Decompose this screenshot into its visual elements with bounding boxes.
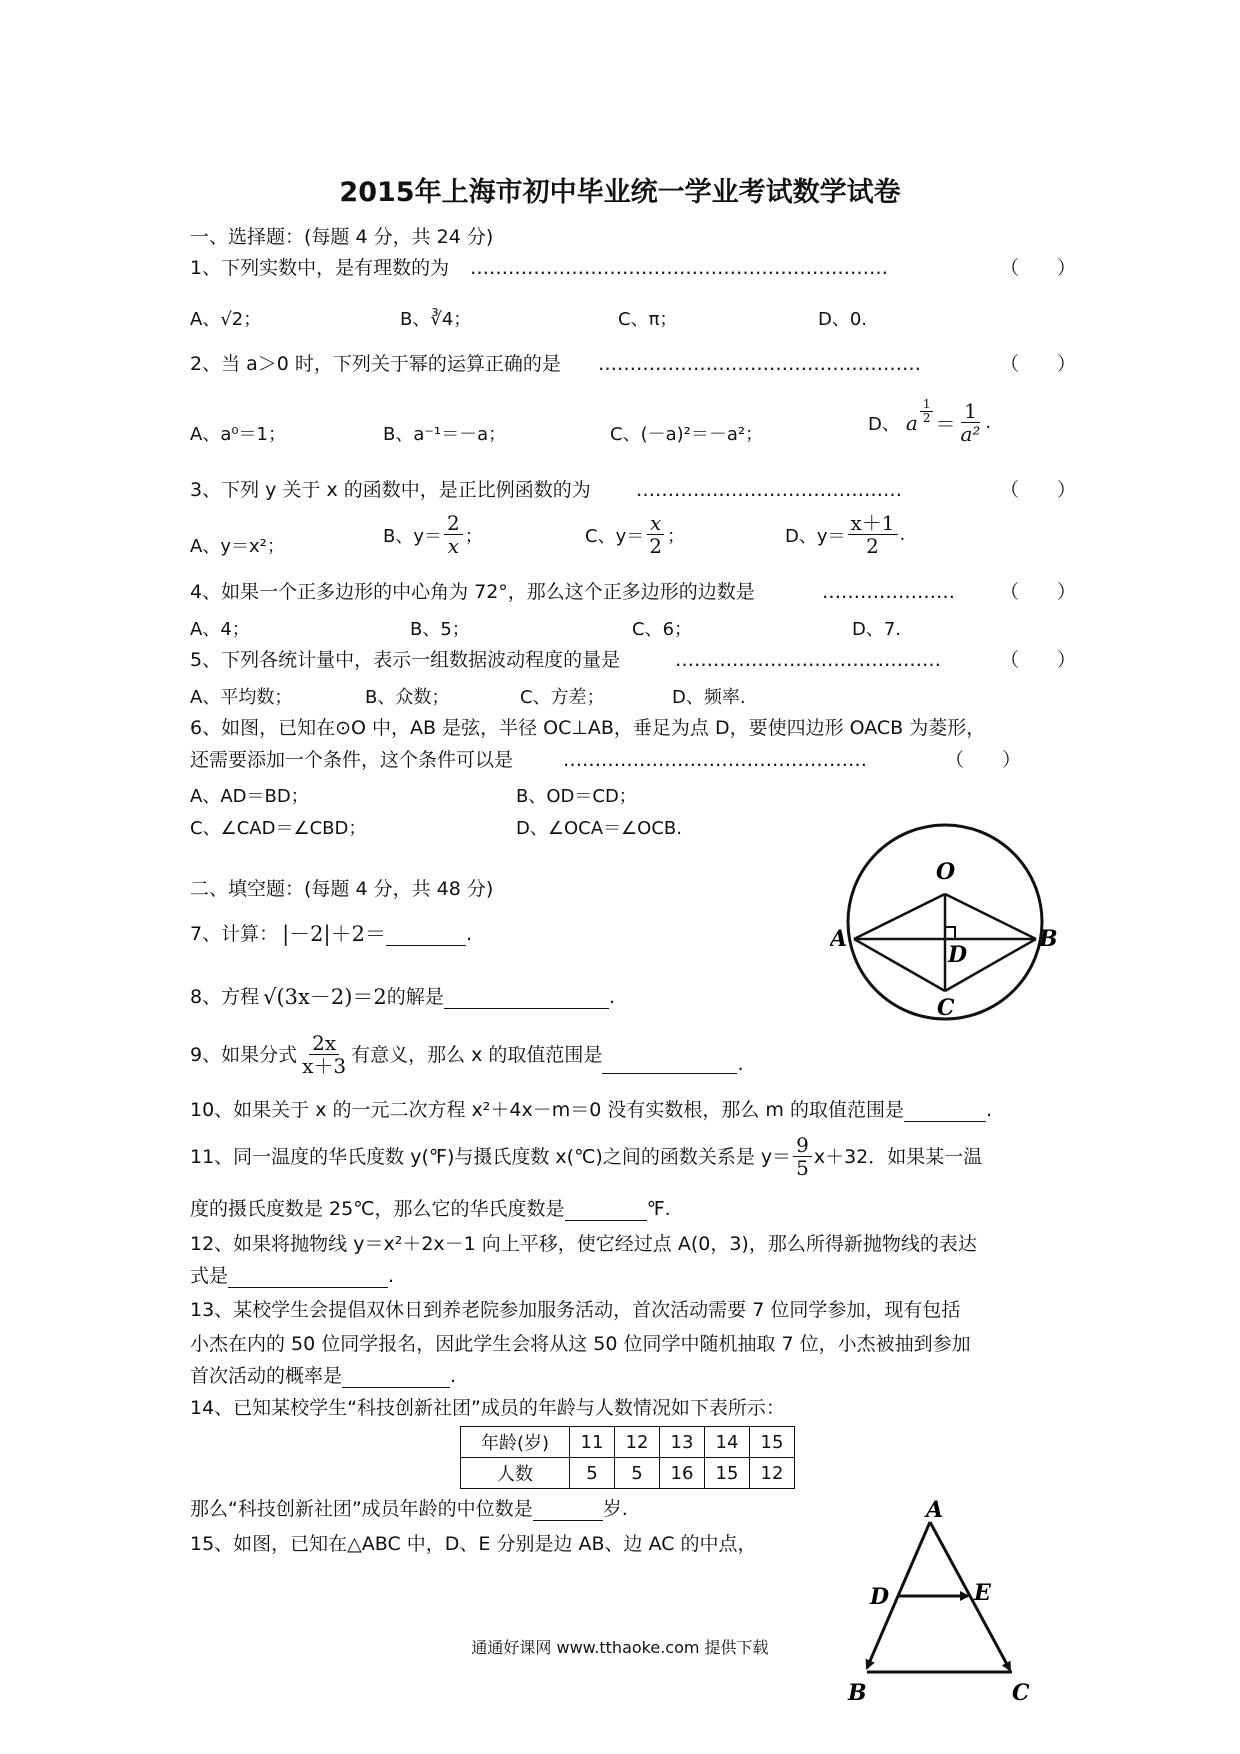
q3-d-end: . xyxy=(899,524,906,545)
age-cell: 15 xyxy=(750,1427,795,1458)
q13-answer-blank xyxy=(342,1367,450,1388)
q11-den: 5 xyxy=(796,1156,809,1180)
label-a: A xyxy=(926,1500,944,1523)
age-header: 年龄(岁) xyxy=(461,1427,570,1458)
q10-answer-blank xyxy=(904,1101,986,1122)
label-b: B xyxy=(848,1680,867,1706)
q14-line2-text: 那么“科技创新社团”成员年龄的中位数是 xyxy=(190,1498,533,1520)
footer-text: 通通好课网 www.tthaoke.com 提供下载 xyxy=(471,1638,769,1657)
q1-option-a: A、√2； xyxy=(190,309,262,330)
q9-end: . xyxy=(737,1052,744,1075)
triangle-figure xyxy=(840,1500,1070,1710)
question-2-dots: …………………………………………… xyxy=(598,353,921,375)
question-1-dots: ………………………………………………………… xyxy=(470,257,888,279)
count-cell: 16 xyxy=(660,1458,705,1489)
label-d: D xyxy=(870,1584,890,1610)
q9-den: x＋3 xyxy=(302,1054,347,1078)
label-b: B xyxy=(1039,926,1058,952)
q2-option-c: C、(－a)²＝－a²； xyxy=(610,424,764,445)
q11-fraction xyxy=(793,1134,812,1179)
q2-option-b: B、a⁻¹＝－a； xyxy=(383,424,507,445)
q2-d-prefix: D、 xyxy=(868,413,900,435)
label-o: O xyxy=(936,859,956,885)
q3-c-fraction xyxy=(646,512,665,557)
q14-answer-blank xyxy=(533,1500,603,1521)
label-e: E xyxy=(974,1580,991,1606)
q10-text: 10、如果关于 x 的一元二次方程 x²＋4x－m＝0 没有实数根，那么 m 的取值范围是 xyxy=(190,1099,904,1121)
question-4-stem: 4、如果一个正多边形的中心角为 72°，那么这个正多边形的边数是 xyxy=(190,581,755,603)
segment-oa xyxy=(854,894,945,939)
q3-c-prefix: C、y＝ xyxy=(585,525,645,547)
circle-figure xyxy=(830,822,1080,1022)
page-title: 2015年上海市初中毕业统一学业考试数学试卷 xyxy=(339,177,901,208)
q6-option-a: A、AD＝BD； xyxy=(190,786,309,807)
count-cell: 12 xyxy=(750,1458,795,1489)
q3-b-num: 2 xyxy=(444,512,463,535)
q11-line2-text: 度的摄氏度数是 25℃，那么它的华氏度数是 xyxy=(190,1198,565,1220)
question-7 xyxy=(190,922,472,946)
right-angle-mark xyxy=(945,927,955,939)
question-6-line1: 6、如图，已知在⊙O 中，AB 是弦，半径 OC⊥AB，垂足为点 D，要使四边形 OACB 为菱形， xyxy=(190,717,986,739)
q3-d-den: 2 xyxy=(866,534,879,558)
q3-b-den: x xyxy=(447,534,460,558)
q2-option-a: A、a⁰＝1； xyxy=(190,424,287,445)
question-10 xyxy=(190,1098,992,1122)
q12-answer-blank xyxy=(228,1267,388,1288)
question-14-line2 xyxy=(190,1497,628,1521)
q8-end: . xyxy=(608,986,615,1008)
q5-option-a: A、平均数； xyxy=(190,687,293,708)
question-5-stem: 5、下列各统计量中，表示一组数据波动程度的量是 xyxy=(190,649,621,671)
question-8 xyxy=(190,985,615,1009)
q11-end: ℉. xyxy=(646,1198,671,1220)
q3-d-fraction xyxy=(848,512,898,557)
label-a: A xyxy=(830,926,848,952)
question-2-paren: （ ） xyxy=(1000,353,1077,375)
age-table xyxy=(460,1426,795,1489)
q7-answer-blank xyxy=(386,925,466,946)
q2-option-d xyxy=(868,397,992,446)
question-3-stem: 3、下列 y 关于 x 的函数中，是正比例函数的为 xyxy=(190,479,591,501)
age-cell: 11 xyxy=(570,1427,615,1458)
q2-d-base: a xyxy=(905,410,918,435)
question-3-dots: …………………………………… xyxy=(636,479,902,501)
question-1-paren: （ ） xyxy=(1000,257,1077,279)
q8-prefix: 8、方程 xyxy=(190,986,260,1008)
q5-option-c: C、方差； xyxy=(520,687,605,708)
q2-d-exponent xyxy=(920,398,934,425)
q4-option-a: A、4； xyxy=(190,619,250,640)
q6-option-c: C、∠CAD＝∠CBD； xyxy=(190,818,367,839)
age-cell: 14 xyxy=(705,1427,750,1458)
question-13-line1: 13、某校学生会提倡双休日到养老院参加服务活动，首次活动需要 7 位同学参加，现有包括 xyxy=(190,1299,961,1321)
question-5-dots: …………………………………… xyxy=(675,649,941,671)
q4-option-b: B、5； xyxy=(410,619,470,640)
q4-option-d: D、7. xyxy=(852,619,902,640)
age-table-row-counts xyxy=(461,1458,795,1489)
question-5-paren: （ ） xyxy=(1000,649,1077,671)
q3-d-prefix: D、y＝ xyxy=(785,525,846,547)
q9-prefix: 9、如果分式 xyxy=(190,1043,298,1066)
q3-option-d xyxy=(785,512,905,557)
q10-end: . xyxy=(985,1099,993,1121)
q9-num: 2x xyxy=(309,1032,339,1055)
q3-c-den: 2 xyxy=(649,534,662,558)
q7-end: . xyxy=(465,923,473,945)
question-13-line3 xyxy=(190,1364,456,1388)
question-4-dots: ………………… xyxy=(822,581,955,603)
q6-option-d: D、∠OCA＝∠OCB. xyxy=(516,818,682,839)
label-c: C xyxy=(1012,1680,1030,1706)
question-14-line1: 14、已知某校学生“科技创新社团”成员的年龄与人数情况如下表所示： xyxy=(190,1397,785,1419)
q3-b-fraction xyxy=(444,512,463,557)
segment-ec xyxy=(970,1596,1010,1670)
q12-line2-text: 式是 xyxy=(190,1265,229,1287)
count-cell: 15 xyxy=(705,1458,750,1489)
q1-option-d: D、0. xyxy=(818,309,868,330)
segment-ac xyxy=(854,939,945,991)
q7-expression: |－2|＋2＝ xyxy=(282,922,386,946)
q4-option-c: C、6； xyxy=(632,619,693,640)
count-header: 人数 xyxy=(461,1458,570,1489)
segment-ae xyxy=(930,1522,970,1596)
q8-mid: 的解是 xyxy=(386,986,444,1008)
question-6-paren: （ ） xyxy=(945,749,1022,771)
question-11-line2 xyxy=(190,1197,671,1221)
q3-option-c xyxy=(585,512,685,557)
q9-mid: 有意义，那么 x 的取值范围是 xyxy=(351,1043,603,1066)
q2-d-den: a² xyxy=(960,422,981,446)
q1-option-c: C、π； xyxy=(618,309,678,330)
segment-ob xyxy=(945,894,1036,939)
q8-answer-blank xyxy=(444,988,609,1009)
question-13-line2: 小杰在内的 50 位同学报名，因此学生会将从这 50 位同学中随机抽取 7 位，小杰被抽到参加 xyxy=(190,1333,971,1355)
q13-end: . xyxy=(450,1365,457,1387)
q11-suffix: x＋32．如果某一温 xyxy=(813,1145,983,1168)
question-15-text: 15、如图，已知在△ABC 中，D、E 分别是边 AB、边 AC 的中点， xyxy=(190,1533,757,1555)
q14-end: 岁. xyxy=(602,1498,628,1520)
q9-answer-blank xyxy=(602,1053,737,1074)
q5-option-d: D、频率. xyxy=(672,687,746,708)
question-12-line2 xyxy=(190,1264,394,1288)
q3-b-end: ； xyxy=(464,525,483,547)
q3-c-end: ； xyxy=(666,525,685,547)
question-12-line1: 12、如果将抛物线 y＝x²＋2x－1 向上平移，使它经过点 A(0，3)，那么所得新抛物线的表达 xyxy=(190,1233,977,1255)
label-d: D xyxy=(948,942,968,968)
question-4-paren: （ ） xyxy=(1000,581,1077,603)
question-1-stem: 1、下列实数中，是有理数的为 xyxy=(190,257,450,279)
q9-fraction xyxy=(299,1032,349,1077)
q3-option-b xyxy=(383,512,483,557)
age-cell: 12 xyxy=(615,1427,660,1458)
q2-d-exp-den: 2 xyxy=(922,411,931,425)
section-1-heading: 一、选择题：(每题 4 分，共 24 分) xyxy=(190,226,494,248)
q3-b-prefix: B、y＝ xyxy=(383,525,443,547)
q11-num: 9 xyxy=(793,1134,812,1157)
count-cell: 5 xyxy=(570,1458,615,1489)
q11-answer-blank xyxy=(565,1200,647,1221)
segment-ad xyxy=(898,1522,930,1596)
q6-option-b: B、OD＝CD； xyxy=(516,786,637,807)
q2-d-exp-num: 1 xyxy=(920,398,934,412)
q1-option-b: B、∛4； xyxy=(400,309,472,330)
question-11-line1 xyxy=(190,1134,982,1179)
q11-prefix: 11、同一温度的华氏度数 y(℉)与摄氏度数 x(℃)之间的函数关系是 y＝ xyxy=(190,1145,792,1168)
q13-line3-text: 首次活动的概率是 xyxy=(190,1365,343,1387)
q3-c-num: x xyxy=(647,512,664,535)
label-c: C xyxy=(937,995,955,1021)
q5-option-b: B、众数； xyxy=(365,687,450,708)
q8-expression: √(3x－2)＝2 xyxy=(263,985,387,1009)
q3-option-a: A、y＝x²； xyxy=(190,536,285,557)
q2-d-end: . xyxy=(985,412,992,433)
question-2-stem: 2、当 a＞0 时，下列关于幂的运算正确的是 xyxy=(190,353,561,375)
q2-d-fraction xyxy=(957,400,983,445)
q3-d-num: x＋1 xyxy=(848,512,898,535)
section-2-heading: 二、填空题：(每题 4 分，共 48 分) xyxy=(190,878,494,900)
age-table-row-ages xyxy=(461,1427,795,1458)
q2-d-num: 1 xyxy=(961,400,980,423)
question-3-paren: （ ） xyxy=(1000,479,1077,501)
question-6-line2: 还需要添加一个条件，这个条件可以是 xyxy=(190,749,514,771)
age-cell: 13 xyxy=(660,1427,705,1458)
question-9 xyxy=(190,1032,743,1077)
q7-prefix: 7、计算： xyxy=(190,923,279,945)
count-cell: 5 xyxy=(615,1458,660,1489)
q12-end: . xyxy=(388,1265,395,1287)
q2-d-equals: ＝ xyxy=(935,412,956,436)
question-6-dots: ………………………………………… xyxy=(563,749,867,771)
